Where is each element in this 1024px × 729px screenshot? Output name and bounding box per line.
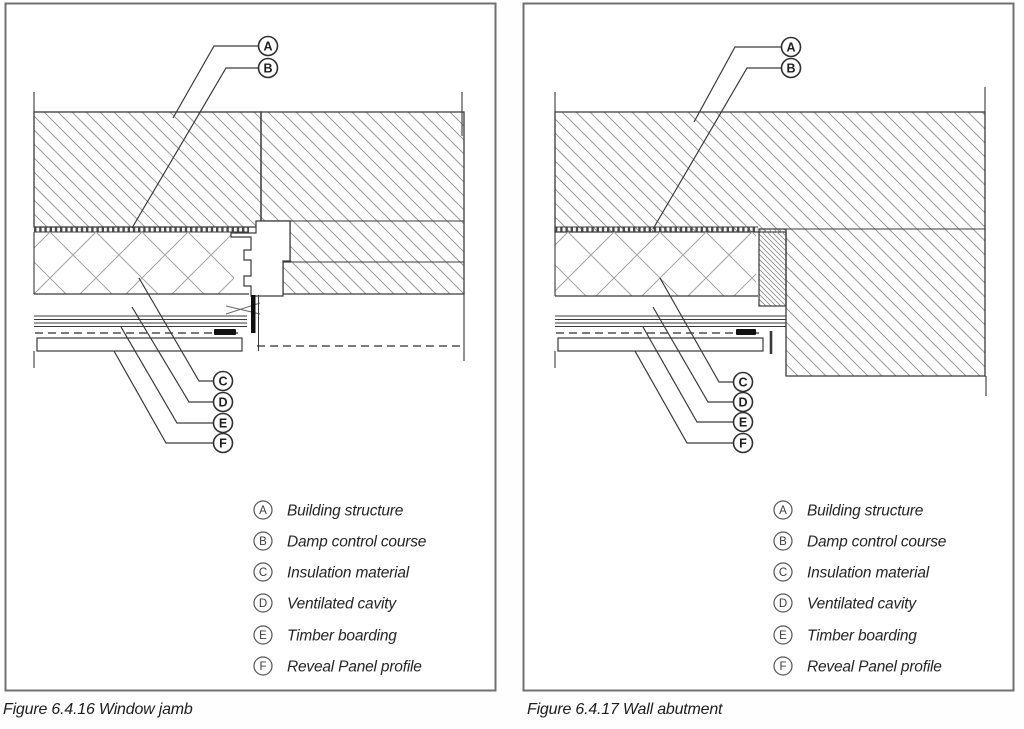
figure-panel-wall-abutment [522,2,1016,693]
legend-key: D [778,598,788,611]
callout-letter-e: E [738,415,748,430]
reveal-panel-profile [558,338,763,351]
reveal-panel-profile [37,338,242,351]
legend-label: Timber boarding [807,627,917,645]
callout-letter-f: F [219,436,227,451]
callout-letter-d: D [218,395,228,410]
window-jamb-drawing [4,2,498,693]
callout-letter-b: B [786,61,796,76]
legend-label: Building structure [287,502,404,520]
legend-key: D [258,598,268,611]
legend-label: Insulation material [807,564,929,582]
callout-letter-c: C [738,375,748,390]
legend-key: A [259,505,267,518]
panel-clip-black [214,329,236,335]
legend-key: B [779,536,787,549]
legend-label: Damp control course [287,533,427,551]
legend-label: Timber boarding [287,627,397,645]
legend-label: Reveal Panel profile [807,658,942,676]
panel-clip-black [736,329,756,335]
legend-label: Damp control course [807,533,947,551]
callout-letter-e: E [218,416,228,431]
frame-seal-black-strip [251,295,256,333]
legend-label: Ventilated cavity [807,595,916,613]
legend-label: Reveal Panel profile [287,658,422,676]
figure-panel-window-jamb [4,2,498,693]
legend-key: E [259,630,267,643]
legend-label: Insulation material [287,564,409,582]
legend-label: Building structure [807,502,924,520]
legend-key: B [259,536,267,549]
legend-key: F [779,661,787,674]
callout-letter-f: F [739,436,747,451]
insulation-hatch [34,232,234,294]
legend-key: C [258,567,268,580]
building-structure-hatch-right [261,112,464,294]
building-structure-hatch [34,112,261,227]
wall-abutment-drawing [522,2,1016,693]
insulation-hatch [555,232,756,296]
figure-caption: Figure 6.4.17 Wall abutment [527,701,723,718]
abutment-closer-strip [759,229,786,306]
legend-key: F [259,661,267,674]
callout-letter-d: D [738,395,748,410]
callout-letter-a: A [263,39,273,54]
callout-letter-b: B [263,61,273,76]
legend-key: A [779,505,787,518]
callout-letter-a: A [786,40,796,55]
callout-letter-c: C [218,374,228,389]
figure-caption: Figure 6.4.16 Window jamb [3,701,193,718]
legend-key: C [778,567,788,580]
legend-label: Ventilated cavity [287,595,396,613]
legend-key: E [779,630,787,643]
